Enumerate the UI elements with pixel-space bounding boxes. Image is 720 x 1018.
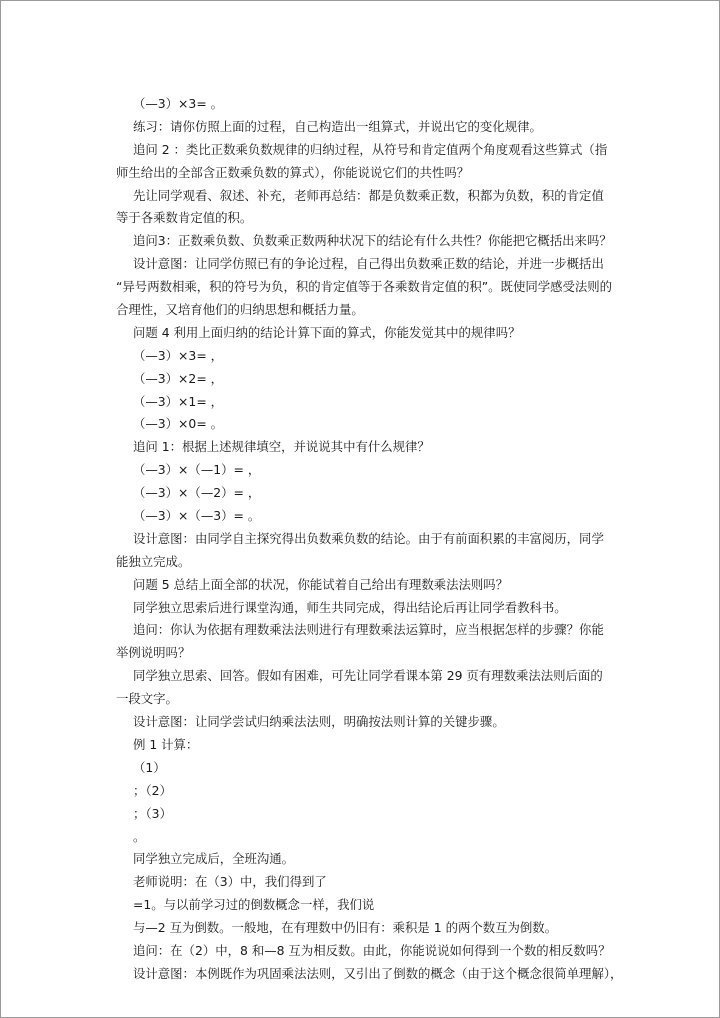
text-line: 追问：你认为依据有理数乘法法则进行有理数乘法运算时，应当根据怎样的步骤？你能	[133, 622, 604, 638]
text-line: 问题 4 利用上面归纳的结论计算下面的算式，你能发觉其中的规律吗？	[133, 324, 521, 340]
text-line: （—3）×（—3）= 。	[133, 508, 261, 524]
text-line: （—3）×3= 。	[133, 96, 224, 111]
text-line: 问题 5 总结上面全部的状况，你能试着自己给出有理数乘法法则吗？	[133, 576, 509, 592]
text-line: 合理性，又培育他们的归纳思想和概括力量。	[116, 302, 364, 318]
text-line: 设计意图：本例既作为巩固乘法法则，又引出了倒数的概念（由于这个概念很简单理解），	[133, 965, 623, 981]
text-line: 。	[133, 828, 146, 844]
text-line: 能独立完成。	[116, 553, 191, 569]
text-line: 设计意图：由同学自主探究得出负数乘负数的结论。由于有前面积累的丰富阅历，同学	[133, 530, 604, 546]
text-line: 追问 1：根据上述规律填空，并说说其中有什么规律？	[133, 439, 430, 455]
text-line: ；（2）	[133, 782, 172, 798]
text-line: ；（3）	[133, 805, 172, 821]
text-line: 师生给出的全部含正数乘负数的算式），你能说说它们的共性吗？	[116, 164, 470, 180]
text-line: （1）	[133, 759, 166, 775]
text-line: 设计意图：让同学仿照已有的争论过程，自己得出负数乘正数的结论，并进一步概括出	[133, 256, 604, 272]
text-line: 设计意图：让同学尝试归纳乘法法则，明确按法则计算的关键步骤。	[133, 714, 505, 730]
text-line: （—3）×3= ，	[133, 347, 224, 363]
text-line: 老师说明：在（3）中，我们得到了	[133, 874, 327, 890]
text-line: （—3）×（—2）= ，	[133, 485, 261, 501]
text-line: （—3）×2= ，	[133, 370, 224, 386]
text-line: 同学独立完成后，全班沟通。	[133, 851, 295, 867]
text-line: 举例说明吗？	[116, 645, 191, 661]
text-line: 等于各乘数肯定值的积。	[116, 210, 253, 226]
text-line: 先让同学观看、叙述、补充，老师再总结：都是负数乘正数，积都为负数，积的肯定值	[133, 187, 604, 203]
text-line: 追问3：正数乘负数、负数乘正数两种状况下的结论有什么共性？你能把它概括出来吗？	[133, 233, 612, 249]
text-line: （—3）×（—1）= ，	[133, 462, 261, 478]
text-line: “异号两数相乘，积的符号为负，积的肯定值等于各乘数肯定值的积”。既使同学感受法则的	[116, 279, 613, 295]
text-line: 追问 2 ：类比正数乘负数规律的归纳过程，从符号和肯定值两个角度观看这些算式（指	[133, 141, 608, 157]
text-line: 追问：在（2）中，8 和—8 互为相反数。由此，你能说说如何得到一个数的相反数吗？	[133, 942, 611, 958]
text-line: 例 1 计算：	[133, 736, 199, 752]
text-line: （—3）×0= 。	[133, 416, 224, 432]
text-line: =1。与以前学习过的倒数概念一样，我们说	[133, 897, 375, 913]
text-line: 同学独立思索、回答。假如有困难，可先让同学看课本第 29 页有理数乘法法则后面的	[133, 668, 603, 684]
text-line: 练习：请你仿照上面的过程，自己构造出一组算式，并说出它的变化规律。	[133, 118, 542, 134]
text-line: （—3）×1= ，	[133, 393, 224, 409]
text-line: 与—2 互为倒数。一般地，在有理数中仍旧有：乘积是 1 的两个数互为倒数。	[133, 920, 558, 936]
text-line: 一段文字。	[116, 691, 178, 707]
document-body	[116, 93, 623, 986]
text-line: 同学独立思索后进行课堂沟通，师生共同完成，得出结论后再让同学看教科书。	[133, 599, 567, 615]
